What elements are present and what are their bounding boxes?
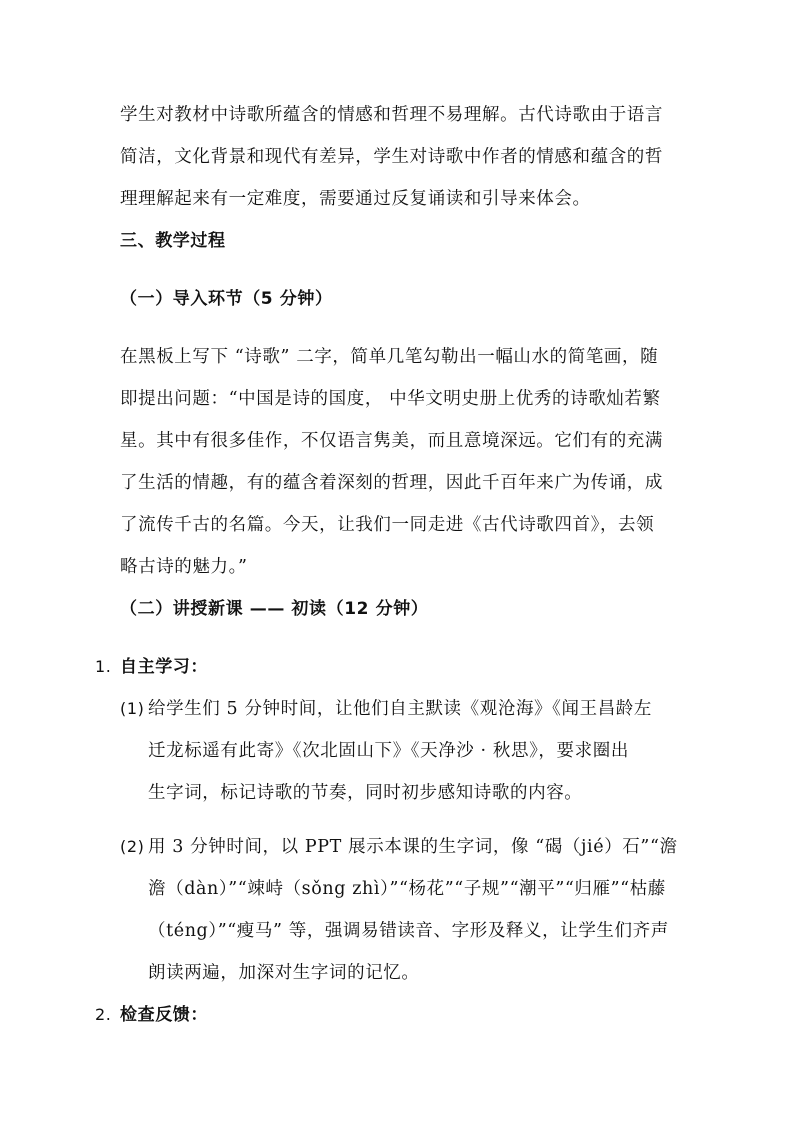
paragraph-line: 了生活的情趣，有的蕴含着深刻的哲理，因此千百年来广为传诵，成 (120, 473, 663, 493)
list-item-title: 自主学习： (120, 657, 208, 677)
sublist-line: 给学生们 5 分钟时间，让他们自主默读《观沧海》《闻王昌龄左 (148, 699, 653, 719)
sublist-line: 迁龙标遥有此寄》《次北固山下》《天净沙 · 秋思》，要求圈出 (148, 741, 629, 761)
intro-paragraph-line: 学生对教材中诗歌所蕴含的情感和哲理不易理解。古代诗歌由于语言 (120, 105, 663, 125)
sublist-number: (1) (120, 699, 145, 718)
subsection-heading: （二）讲授新课 —— 初读（12 分钟） (120, 599, 429, 619)
sublist-line: 生字词，标记诗歌的节奏，同时初步感知诗歌的内容。 (148, 783, 583, 803)
paragraph-line: 略古诗的魅力。” (120, 557, 248, 577)
intro-paragraph-line: 简洁，文化背景和现代有差异，学生对诗歌中作者的情感和蕴含的哲 (120, 147, 663, 167)
sublist-line: （téng）”“瘦马” 等，强调易错读音、字形及释义，让学生们齐声 (148, 921, 669, 941)
list-number: 2. (95, 1005, 112, 1024)
paragraph-line: 即提出问题：“中国是诗的国度， 中华文明史册上优秀的诗歌灿若繁 (120, 389, 661, 409)
list-number: 1. (95, 657, 112, 676)
sublist-line: 澹（dàn）”“竦峙（sǒng zhì）”“杨花”“子规”“潮平”“归雁”“枯藤 (148, 879, 666, 899)
sublist-line: 用 3 分钟时间，以 PPT 展示本课的生字词，像 “碣（jié）石”“澹 (148, 837, 678, 857)
section-heading: 三、教学过程 (120, 231, 226, 251)
sublist-number: (2) (120, 837, 145, 856)
list-item-title: 检查反馈： (120, 1005, 208, 1025)
sublist-line: 朗读两遍，加深对生字词的记忆。 (148, 963, 420, 983)
paragraph-line: 了流传千古的名篇。今天，让我们一同走进《古代诗歌四首》，去领 (120, 515, 655, 535)
subsection-heading: （一）导入环节（5 分钟） (120, 289, 333, 309)
paragraph-line: 在黑板上写下 “诗歌” 二字，简单几笔勾勒出一幅山水的简笔画，随 (120, 347, 659, 367)
paragraph-line: 星。其中有很多佳作，不仅语言隽美，而且意境深远。它们有的充满 (120, 431, 663, 451)
intro-paragraph-line: 理理解起来有一定难度，需要通过反复诵读和引导来体会。 (120, 189, 591, 209)
